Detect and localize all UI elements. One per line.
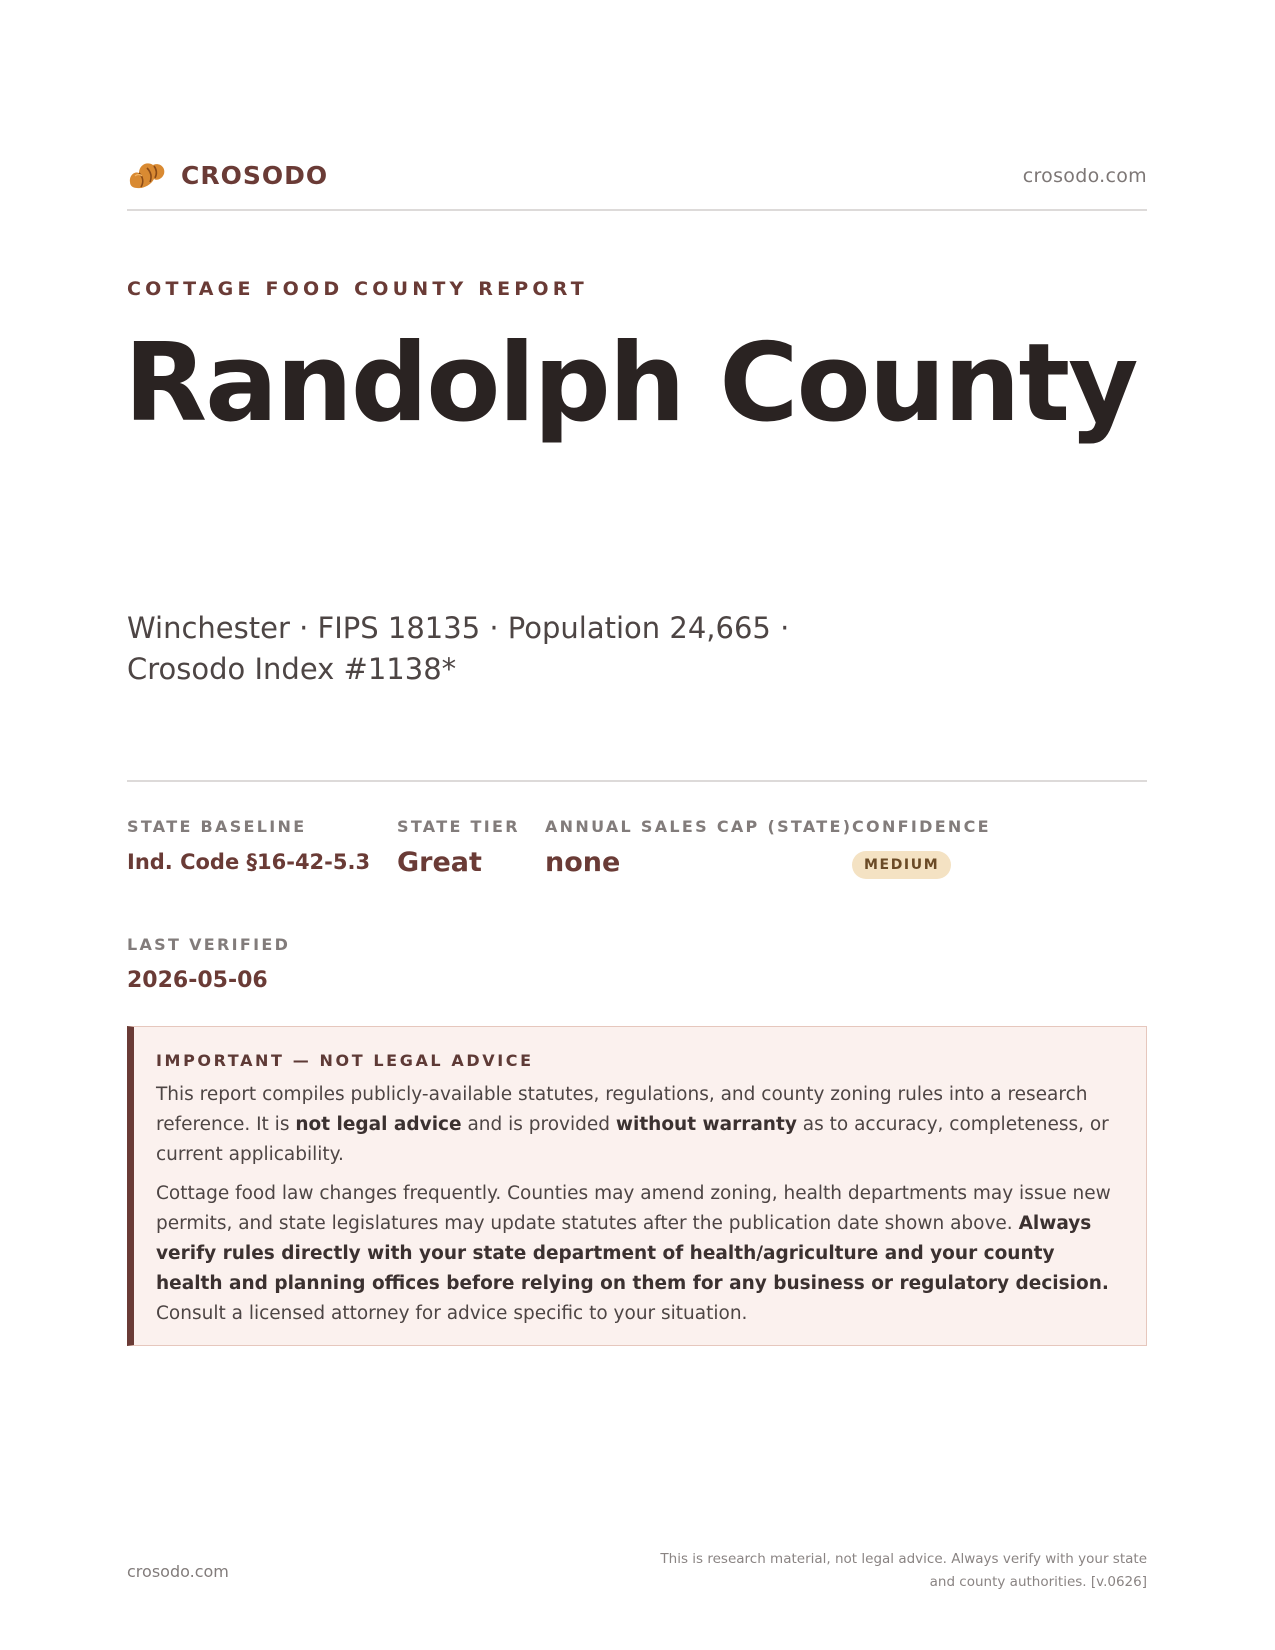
stat-label: ANNUAL SALES CAP (STATE) bbox=[545, 817, 853, 836]
stat-value: Great bbox=[397, 847, 482, 878]
stat-state-tier bbox=[397, 817, 520, 878]
footer-disclaimer-line: and county authorities. [v.0626] bbox=[929, 1574, 1147, 1590]
site-link[interactable]: crosodo.com bbox=[1022, 165, 1147, 187]
footer-site-link[interactable]: crosodo.com bbox=[127, 1562, 229, 1581]
footer-disclaimer-line: This is research material, not legal advice. Always verify with your state bbox=[660, 1551, 1147, 1567]
stat-value: 2026-05-06 bbox=[127, 968, 268, 993]
notice-text: as to accuracy, completeness, or current applicability. bbox=[156, 1114, 1109, 1165]
report-eyebrow: COTTAGE FOOD COUNTY REPORT bbox=[127, 278, 588, 300]
report-subtitle: Winchester · FIPS 18135 · Population 24,665 · Crosodo Index #1138* bbox=[127, 611, 790, 686]
stat-annual-sales-cap bbox=[545, 817, 852, 878]
stat-label: STATE BASELINE bbox=[127, 817, 307, 836]
croissant-icon bbox=[127, 155, 167, 195]
notice-emphasis: Always verify rules directly with your state department of health/agriculture and your county health and planning offices before relying on them for any business or regulatory decision. bbox=[156, 1213, 1109, 1294]
header-divider bbox=[127, 209, 1147, 211]
page-header bbox=[127, 155, 1147, 205]
notice-text: This report compiles publicly-available statutes, regulations, and county zoning rules into a research reference. It is bbox=[156, 1084, 1088, 1135]
stat-last-verified bbox=[127, 935, 290, 993]
legal-notice bbox=[127, 1026, 1147, 1346]
stat-value: Ind. Code §16-42-5.3 bbox=[127, 850, 371, 874]
brand-name: CROSODO bbox=[181, 160, 329, 190]
notice-emphasis: without warranty bbox=[615, 1114, 797, 1135]
brand[interactable] bbox=[127, 155, 328, 195]
confidence-badge: MEDIUM bbox=[852, 851, 951, 879]
stat-value: none bbox=[545, 847, 621, 878]
notice-heading: IMPORTANT — NOT LEGAL ADVICE bbox=[156, 1051, 534, 1070]
notice-text: Cottage food law changes frequently. Counties may amend zoning, health departments may issue new permits, and state legislatures may update statutes after the publication date shown above. bbox=[156, 1183, 1111, 1234]
notice-text: and is provided bbox=[461, 1114, 616, 1135]
stat-state-baseline bbox=[127, 817, 370, 874]
notice-emphasis: not legal advice bbox=[295, 1114, 462, 1135]
section-divider bbox=[127, 780, 1147, 782]
page-title: Randolph County bbox=[124, 321, 1137, 446]
stat-label: LAST VERIFIED bbox=[127, 935, 291, 954]
notice-paragraph bbox=[156, 1080, 1122, 1170]
stat-label: STATE TIER bbox=[397, 817, 520, 836]
footer-disclaimer bbox=[607, 1548, 1147, 1594]
notice-text: Consult a licensed attorney for advice specific to your situation. bbox=[156, 1303, 748, 1324]
notice-paragraph bbox=[156, 1179, 1122, 1329]
stat-label: CONFIDENCE bbox=[852, 817, 991, 836]
stat-confidence bbox=[852, 817, 991, 879]
